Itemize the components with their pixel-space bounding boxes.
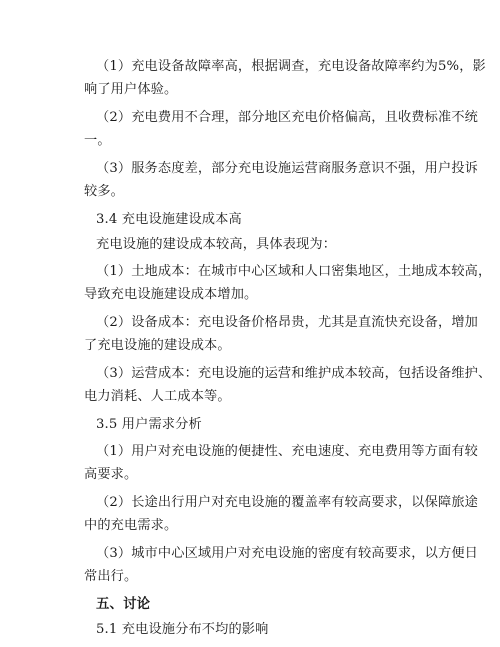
chapter-heading: 五、讨论 <box>96 597 151 612</box>
paragraph-line: （2）长途出行用户对充电设施的覆盖率有较高要求，以保障旅途 <box>96 495 478 510</box>
paragraph-line: （2）充电费用不合理，部分地区充电价格偏高，且收费标准不统 <box>96 110 478 125</box>
paragraph-line: 常出行。 <box>84 569 138 584</box>
paragraph-line: （3）服务态度差，部分充电设施运营商服务意识不强，用户投诉 <box>96 161 478 176</box>
paragraph-line: 一。 <box>84 133 111 148</box>
section-heading: 3.4 充电设施建设成本高 <box>96 212 242 227</box>
paragraph-line: （1）用户对充电设施的便捷性、充电速度、充电费用等方面有较 <box>96 444 478 459</box>
section-heading: 3.5 用户需求分析 <box>96 417 202 432</box>
paragraph-line: 较多。 <box>84 184 125 199</box>
paragraph-line: 高要求。 <box>84 467 138 482</box>
section-heading: 5.1 充电设施分布不均的影响 <box>96 622 269 637</box>
paragraph-line: （3）城市中心区域用户对充电设施的密度有较高要求，以方便日 <box>96 546 478 561</box>
paragraph-line: （3）运营成本：充电设施的运营和维护成本较高，包括设备维护、 <box>96 366 492 381</box>
paragraph-line: 电力消耗、人工成本等。 <box>84 389 231 404</box>
paragraph-line: 充电设施的建设成本较高，具体表现为： <box>96 237 337 252</box>
paragraph-line: 了充电设施的建设成本。 <box>84 338 231 353</box>
paragraph-line: 响了用户体验。 <box>84 82 178 97</box>
paragraph-line: （2）设备成本：充电设备价格昂贵，尤其是直流快充设备，增加 <box>96 315 478 330</box>
paragraph-line: （1）土地成本：在城市中心区域和人口密集地区，土地成本较高， <box>96 264 492 279</box>
paragraph-line: 导致充电设施建设成本增加。 <box>84 287 258 302</box>
paragraph-line: 中的充电需求。 <box>84 518 178 533</box>
paragraph-line: （1）充电设备故障率高，根据调查，充电设备故障率约为5%，影 <box>96 59 486 74</box>
